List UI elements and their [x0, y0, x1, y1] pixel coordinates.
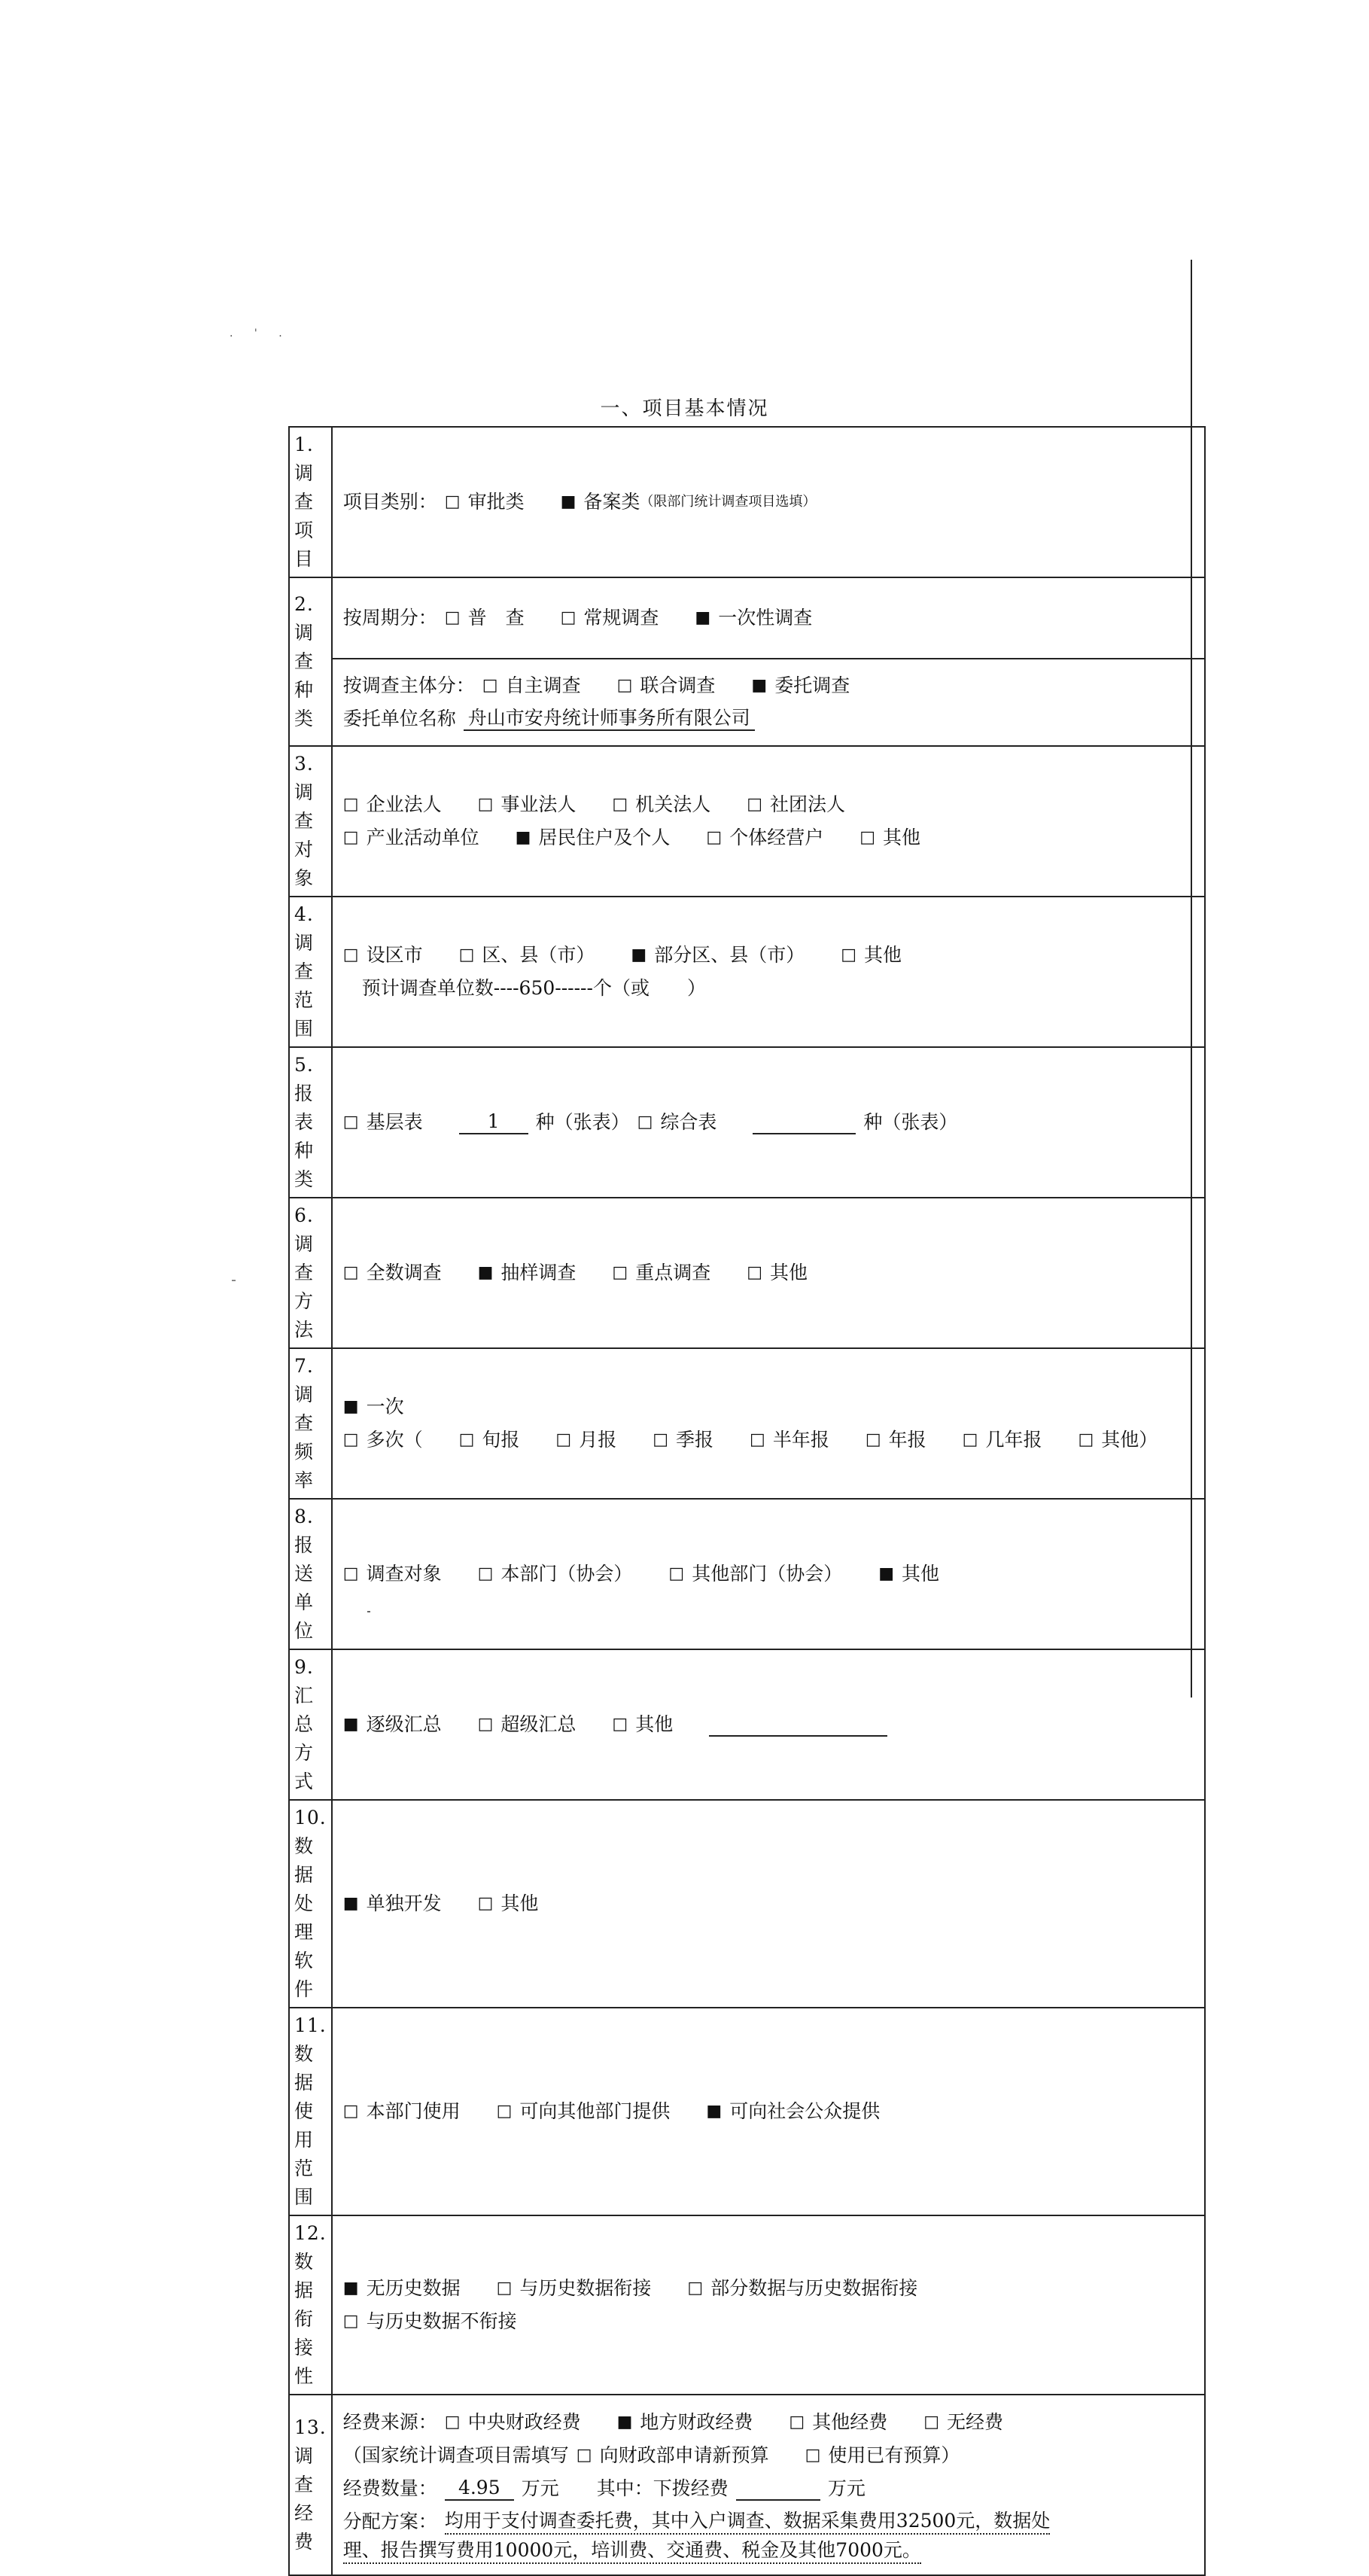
option-label: 本部门使用 — [366, 2100, 461, 2122]
checked-box-icon: ■ — [616, 2413, 633, 2431]
option-label: 个体经营户 — [729, 827, 824, 848]
checkbox-option[interactable] — [343, 1256, 442, 1290]
checkbox-option[interactable] — [695, 601, 812, 635]
checkbox-option[interactable] — [612, 1256, 710, 1290]
option-line — [343, 2439, 1194, 2472]
unchecked-box-icon: □ — [612, 1715, 628, 1734]
unchecked-box-icon: □ — [444, 2413, 461, 2431]
checked-box-icon: ■ — [560, 492, 577, 511]
checkbox-option[interactable] — [497, 2095, 671, 2128]
checkbox-option[interactable] — [478, 1708, 577, 1741]
option-label: 抽样调查 — [500, 1262, 577, 1283]
row-content — [332, 2215, 1206, 2395]
option-label: 自主调查 — [505, 674, 581, 696]
option-label: 月报 — [579, 1429, 617, 1451]
option-line — [343, 2505, 1194, 2538]
checked-box-icon: ■ — [342, 1715, 359, 1734]
option-line — [343, 1557, 1194, 1591]
unchecked-box-icon: □ — [637, 1113, 653, 1131]
option-label: 重点调查 — [635, 1262, 711, 1283]
checkbox-option[interactable] — [612, 788, 710, 821]
option-label: 设区市 — [366, 944, 423, 966]
unchecked-box-icon: □ — [668, 1564, 685, 1583]
row-label: 13.调查经费 — [289, 2395, 332, 2575]
row-label: 1.调查项目 — [289, 427, 332, 577]
form-row — [289, 2395, 1205, 2575]
option-label: 多次（ — [366, 1429, 423, 1451]
option-label: 季报 — [676, 1429, 714, 1451]
row-label: 4.调查范围 — [289, 897, 332, 1047]
option-label: 其他 — [635, 1713, 674, 1735]
prompt-text: 按调查主体分： — [342, 674, 475, 696]
unchecked-box-icon: □ — [342, 1113, 359, 1131]
prompt-text: 万元 — [827, 2477, 866, 2499]
option-label: 其他 — [500, 1892, 539, 1914]
checkbox-option[interactable] — [561, 601, 659, 635]
unchecked-box-icon: □ — [555, 1430, 572, 1449]
option-line — [343, 2272, 1194, 2305]
checkbox-option[interactable] — [445, 486, 525, 519]
unchecked-box-icon: □ — [750, 1430, 765, 1449]
option-label: 居民住户及个人 — [538, 827, 671, 848]
checkbox-option[interactable] — [343, 2272, 461, 2305]
option-label: 社团法人 — [770, 793, 846, 815]
checkbox-option[interactable] — [866, 1423, 926, 1457]
scan-speck — [232, 1280, 236, 1281]
checkbox-option[interactable] — [478, 1887, 539, 1920]
option-label: 机关法人 — [635, 793, 711, 815]
unchecked-box-icon: □ — [496, 2279, 513, 2297]
form-row — [289, 2008, 1205, 2215]
fill-in-field[interactable]: 舟山市安舟统计师事务所有限公司 — [464, 707, 755, 731]
form-row — [289, 1198, 1205, 1348]
row-label: 8.报送单位 — [289, 1499, 332, 1649]
option-line — [343, 1423, 1194, 1457]
option-label: 其他 — [902, 1563, 940, 1585]
unchecked-box-icon: □ — [342, 945, 359, 964]
option-line — [343, 972, 1194, 1005]
checked-box-icon: ■ — [477, 1263, 494, 1282]
unchecked-box-icon: □ — [342, 828, 359, 847]
option-label: 单独开发 — [366, 1892, 442, 1914]
checkbox-option[interactable] — [343, 939, 423, 972]
option-label: 产业活动单位 — [366, 827, 479, 848]
form-row — [289, 1499, 1205, 1649]
prompt-text: 预计调查单位数----650------个（或 ） — [342, 977, 706, 999]
project-info-form — [288, 426, 1206, 2576]
row-content — [332, 1649, 1206, 1800]
option-note: （限部门统计调查项目选填） — [640, 494, 817, 510]
checkbox-option[interactable] — [963, 1423, 1042, 1457]
checkbox-option[interactable] — [343, 788, 442, 821]
checkbox-option[interactable] — [482, 669, 581, 702]
option-line — [343, 2095, 1194, 2128]
row-label: 11.数据使用范围 — [289, 2008, 332, 2215]
row-content — [332, 2395, 1206, 2575]
checked-box-icon: ■ — [631, 945, 647, 964]
row-label: 12.数据衔接性 — [289, 2215, 332, 2395]
checkbox-option[interactable] — [617, 669, 716, 702]
option-label: 年报 — [888, 1429, 926, 1451]
checkbox-option[interactable] — [343, 1106, 423, 1139]
option-label: 逐级汇总 — [366, 1713, 442, 1735]
option-label: 一次 — [366, 1396, 404, 1417]
unchecked-box-icon: □ — [1078, 1430, 1094, 1449]
checkbox-option[interactable] — [516, 821, 671, 854]
checkbox-option[interactable] — [706, 821, 823, 854]
fill-in-field[interactable] — [753, 1110, 856, 1134]
option-label: 其他 — [864, 944, 902, 966]
checkbox-option[interactable] — [631, 939, 805, 972]
checkbox-option[interactable] — [923, 2406, 1003, 2439]
option-label: 全数调查 — [366, 1262, 442, 1283]
checkbox-option[interactable] — [706, 2095, 880, 2128]
row-label: 2.调查种类 — [289, 577, 332, 746]
option-label: 其他经费 — [812, 2411, 888, 2433]
checked-box-icon: ■ — [695, 608, 711, 627]
unchecked-box-icon: □ — [612, 1263, 628, 1282]
unchecked-box-icon: □ — [859, 828, 875, 847]
allocation-text: 理、报告撰写费用10000元，培训费、交通费、税金及其他7000元。 — [343, 2538, 921, 2564]
option-line — [343, 601, 1194, 635]
option-label: 审批类 — [467, 491, 525, 513]
option-label: 几年报 — [985, 1429, 1042, 1451]
prompt-text: 经费数量： — [342, 2477, 437, 2499]
checkbox-option[interactable] — [343, 2305, 517, 2338]
checkbox-option[interactable] — [878, 1557, 939, 1591]
row-content — [332, 2008, 1206, 2215]
section-title: 一、项目基本情况 — [600, 397, 769, 420]
unchecked-box-icon: □ — [342, 2312, 359, 2331]
checkbox-option[interactable] — [805, 2439, 960, 2472]
option-line — [343, 1708, 1194, 1741]
checkbox-option[interactable] — [459, 1423, 520, 1457]
unchecked-box-icon: □ — [560, 608, 577, 627]
option-label: 地方财政经费 — [640, 2411, 753, 2433]
checkbox-option[interactable] — [343, 1887, 442, 1920]
option-label: 其他部门（协会） — [692, 1563, 843, 1585]
unchecked-box-icon: □ — [342, 2102, 359, 2121]
scan-specks: . ' . — [230, 327, 291, 340]
option-label: 使用已有预算） — [828, 2444, 960, 2466]
checkbox-option[interactable] — [445, 2406, 581, 2439]
unchecked-box-icon: □ — [747, 795, 762, 814]
option-label: 半年报 — [772, 1429, 829, 1451]
form-row — [289, 1348, 1205, 1499]
row-content — [332, 577, 1206, 659]
option-label: 部分数据与历史数据衔接 — [710, 2277, 918, 2299]
unchecked-box-icon: □ — [444, 608, 461, 627]
checkbox-option[interactable] — [577, 2439, 769, 2472]
unchecked-box-icon: □ — [865, 1430, 881, 1449]
unchecked-box-icon: □ — [687, 2279, 704, 2297]
unchecked-box-icon: □ — [342, 1263, 359, 1282]
fill-in-field[interactable] — [736, 2477, 820, 2501]
checkbox-option[interactable] — [841, 939, 902, 972]
checked-box-icon: ■ — [342, 2279, 359, 2297]
unchecked-box-icon: □ — [706, 828, 723, 847]
checked-box-icon: ■ — [515, 828, 531, 847]
option-line — [343, 1106, 1194, 1139]
form-row — [289, 659, 1205, 746]
checked-box-icon: ■ — [878, 1564, 894, 1583]
checkbox-option[interactable] — [478, 788, 577, 821]
option-label: 企业法人 — [366, 793, 442, 815]
row-content — [332, 659, 1206, 746]
row-content — [332, 1198, 1206, 1348]
option-line — [343, 2472, 1194, 2505]
option-label: 中央财政经费 — [467, 2411, 581, 2433]
option-label: 与历史数据不衔接 — [366, 2310, 517, 2332]
allocation-text: 均用于支付调查委托费，其中入户调查、数据采集费用32500元，数据处 — [445, 2509, 1051, 2535]
unchecked-box-icon: □ — [962, 1430, 978, 1449]
option-label: 本部门（协会） — [500, 1563, 633, 1585]
unchecked-box-icon: □ — [747, 1263, 762, 1282]
unchecked-box-icon: □ — [342, 1430, 359, 1449]
checkbox-option[interactable] — [1078, 1423, 1158, 1457]
prompt-text: 分配方案： — [342, 2511, 437, 2532]
checkbox-option[interactable] — [343, 1708, 442, 1741]
option-label: 与历史数据衔接 — [519, 2277, 652, 2299]
option-label: 事业法人 — [500, 793, 577, 815]
checkbox-option[interactable] — [747, 1256, 808, 1290]
checkbox-option[interactable] — [343, 821, 479, 854]
checkbox-option[interactable] — [343, 1557, 442, 1591]
unchecked-box-icon: □ — [458, 1430, 475, 1449]
prompt-text: 委托单位名称 — [342, 708, 456, 729]
option-label: 区、县（市） — [482, 944, 595, 966]
unchecked-box-icon: □ — [616, 676, 633, 695]
checkbox-option[interactable] — [751, 669, 850, 702]
row-content — [332, 427, 1206, 577]
unchecked-box-icon: □ — [841, 945, 856, 964]
checkbox-option[interactable] — [561, 486, 817, 519]
form-row — [289, 1047, 1205, 1198]
fill-in-field[interactable]: 1 — [459, 1110, 528, 1134]
checkbox-option[interactable] — [343, 1423, 423, 1457]
prompt-text: （国家统计调查项目需填写 — [342, 2444, 569, 2466]
checkbox-option[interactable] — [478, 1256, 577, 1290]
option-label: 无历史数据 — [366, 2277, 461, 2299]
prompt-text: 万元 其中：下拨经费 — [521, 2477, 729, 2499]
option-label: 旬报 — [482, 1429, 520, 1451]
unchecked-box-icon: □ — [789, 2413, 805, 2431]
option-label: 常规调查 — [583, 607, 659, 629]
option-line — [343, 1390, 1194, 1423]
unchecked-box-icon: □ — [477, 1715, 494, 1734]
option-line — [343, 2305, 1194, 2338]
row-label: 3.调查对象 — [289, 746, 332, 897]
form-row — [289, 2215, 1205, 2395]
option-line — [343, 821, 1194, 854]
prompt-text: 种（张表） — [863, 1111, 958, 1133]
checkbox-option[interactable] — [750, 1423, 829, 1457]
row-content — [332, 746, 1206, 897]
option-line — [343, 2538, 1194, 2564]
option-label: 联合调查 — [640, 674, 716, 696]
unchecked-box-icon: □ — [342, 1564, 359, 1583]
checked-box-icon: ■ — [342, 1894, 359, 1913]
unchecked-box-icon: □ — [923, 2413, 940, 2431]
unchecked-box-icon: □ — [477, 1564, 494, 1583]
unchecked-box-icon: □ — [477, 1894, 494, 1913]
unchecked-box-icon: □ — [444, 492, 461, 511]
checkbox-option[interactable] — [478, 1557, 633, 1591]
option-label: 部分区、县（市） — [654, 944, 805, 966]
row-content — [332, 897, 1206, 1047]
option-label: 备案类 — [583, 491, 640, 513]
unchecked-box-icon: □ — [612, 795, 628, 814]
fill-in-field[interactable] — [709, 1713, 887, 1737]
unchecked-box-icon: □ — [458, 945, 475, 964]
option-label: 其他 — [770, 1262, 808, 1283]
checkbox-option[interactable] — [497, 2272, 652, 2305]
unchecked-box-icon: □ — [482, 676, 498, 695]
unchecked-box-icon: □ — [653, 1430, 668, 1449]
option-line — [343, 1256, 1194, 1290]
row-content — [332, 1348, 1206, 1499]
unchecked-box-icon: □ — [477, 795, 494, 814]
checked-box-icon: ■ — [342, 1397, 359, 1416]
form-row — [289, 1649, 1205, 1800]
option-label: 向财政部申请新预算 — [599, 2444, 769, 2466]
option-line — [343, 669, 1194, 702]
row-label: 9.汇总方式 — [289, 1649, 332, 1800]
fill-in-field[interactable]: 4.95 — [445, 2477, 514, 2501]
prompt-text: 项目类别： — [342, 491, 437, 513]
option-label: 可向社会公众提供 — [729, 2100, 881, 2122]
checkbox-option[interactable] — [343, 2095, 461, 2128]
checkbox-option[interactable] — [653, 1423, 713, 1457]
option-label: 调查对象 — [366, 1563, 442, 1585]
option-label: 超级汇总 — [500, 1713, 577, 1735]
option-label: 其他 — [883, 827, 921, 848]
checked-box-icon: ■ — [706, 2102, 723, 2121]
row-label: 10.数据处理软件 — [289, 1800, 332, 2008]
form-row — [289, 1800, 1205, 2008]
option-label: 普 查 — [467, 607, 525, 629]
checkbox-option[interactable] — [687, 2272, 917, 2305]
option-line — [343, 1887, 1194, 1920]
row-content — [332, 1047, 1206, 1198]
option-label: 一次性调查 — [718, 607, 813, 629]
prompt-text: 按周期分： — [342, 607, 437, 629]
checkbox-option[interactable] — [637, 1106, 717, 1139]
option-label: 基层表 — [366, 1111, 423, 1133]
unchecked-box-icon: □ — [576, 2446, 592, 2465]
option-label: 无经费 — [947, 2411, 1004, 2433]
prompt-text: 种（张表） — [535, 1111, 630, 1133]
checkbox-option[interactable] — [617, 2406, 753, 2439]
checkbox-option[interactable] — [555, 1423, 616, 1457]
prompt-text: 经费来源： — [342, 2411, 437, 2433]
checkbox-option[interactable] — [459, 939, 595, 972]
option-line — [343, 939, 1194, 972]
row-content — [332, 1800, 1206, 2008]
unchecked-box-icon: □ — [805, 2446, 821, 2465]
option-label: 委托调查 — [774, 674, 850, 696]
unchecked-box-icon: □ — [342, 795, 359, 814]
row-label: 5.报表种类 — [289, 1047, 332, 1198]
form-row — [289, 746, 1205, 897]
form-row — [289, 577, 1205, 659]
option-line — [343, 702, 1194, 735]
checkbox-option[interactable] — [612, 1708, 673, 1741]
option-label: 可向其他部门提供 — [519, 2100, 671, 2122]
checkbox-option[interactable] — [747, 788, 845, 821]
form-row — [289, 427, 1205, 577]
option-label: 综合表 — [660, 1111, 717, 1133]
checked-box-icon: ■ — [751, 676, 768, 695]
option-line — [343, 2406, 1194, 2439]
option-line — [343, 486, 1194, 519]
checkbox-option[interactable] — [445, 601, 525, 635]
checkbox-option[interactable] — [789, 2406, 887, 2439]
row-label: 6.调查方法 — [289, 1198, 332, 1348]
form-row — [289, 897, 1205, 1047]
row-content — [332, 1499, 1206, 1649]
option-label: 其他） — [1101, 1429, 1158, 1451]
row-label: 7.调查频率 — [289, 1348, 332, 1499]
option-line — [343, 788, 1194, 821]
unchecked-box-icon: □ — [496, 2102, 513, 2121]
checkbox-option[interactable] — [343, 1390, 404, 1423]
checkbox-option[interactable] — [668, 1557, 842, 1591]
checkbox-option[interactable] — [859, 821, 920, 854]
